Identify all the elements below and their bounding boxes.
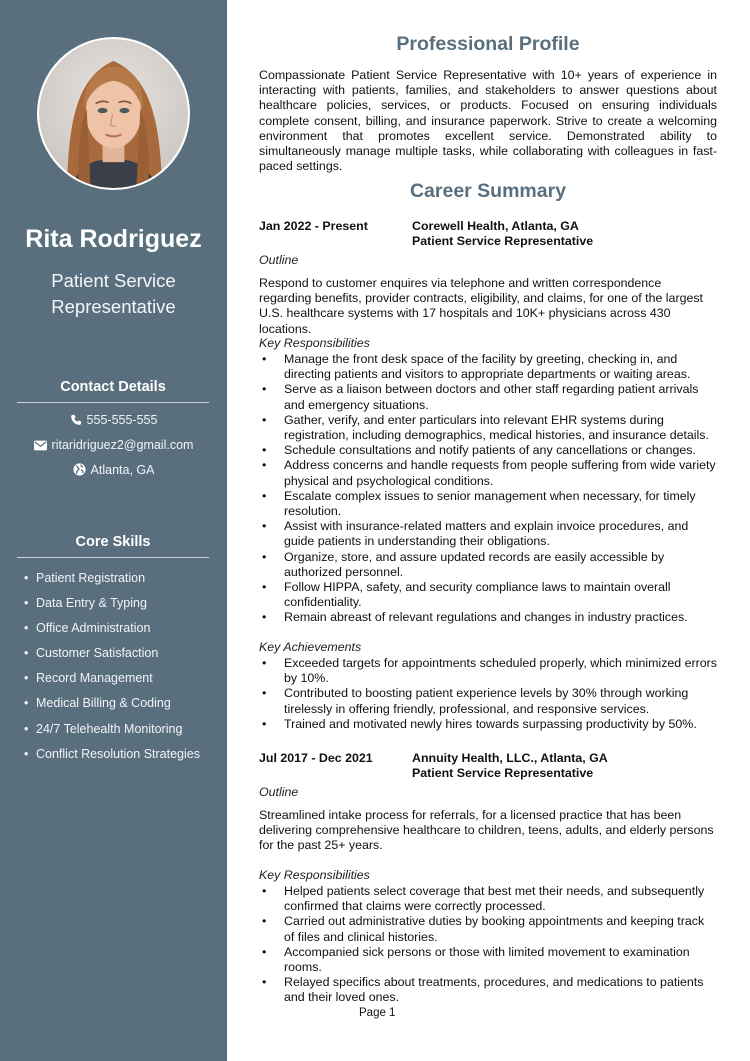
skill-item: • Record Management xyxy=(24,666,200,691)
list-item: • Escalate complex issues to senior management when necessary, for timely resolution. xyxy=(259,489,717,519)
candidate-job-title: Patient Service Representative xyxy=(51,270,176,317)
list-item: • Trained and motivated newly hires towards surpassing productivity by 50%. xyxy=(259,717,717,732)
list-item: • Organize, store, and assure updated records are easily accessible by authorized personnel. xyxy=(259,550,717,580)
list-item: • Address concerns and handle requests from people suffering from wide variety physical and psychological conditions. xyxy=(259,458,717,488)
list-item: • Gather, verify, and enter particulars into relevant EHR systems during registration, including demographics, medical histories, and insurance details. xyxy=(259,413,717,443)
list-item: • Manage the front desk space of the facility by greeting, checking in, and directing patients and visitors to appropriate departments or waiting areas. xyxy=(259,352,717,382)
career-summary-heading: Career Summary xyxy=(409,180,567,202)
job-dates: Jan 2022 - Present xyxy=(259,219,368,233)
list-item: • Serve as a liaison between doctors and other staff regarding patient arrivals and emergency situations. xyxy=(259,382,717,412)
globe-icon xyxy=(73,463,86,476)
profile-photo-frame xyxy=(37,37,190,190)
list-item: • Exceeded targets for appointments scheduled properly, which minimized errors by 10%. xyxy=(259,656,717,686)
phone-number: 555-555-555 xyxy=(86,413,158,427)
skill-item: • Medical Billing & Coding xyxy=(24,691,200,716)
responsibilities-list xyxy=(259,352,717,626)
list-item: • Assist with insurance-related matters and explain invoice procedures, and guide patients in understanding their obligations. xyxy=(259,519,717,549)
candidate-name: Rita Rodriguez xyxy=(25,225,202,253)
job-role: Patient Service Representative xyxy=(412,766,594,780)
core-skills-list xyxy=(24,566,200,767)
location-text: Atlanta, GA xyxy=(90,463,155,477)
skill-item: • 24/7 Telehealth Monitoring xyxy=(24,717,200,742)
skill-item: • Conflict Resolution Strategies xyxy=(24,742,200,767)
professional-profile-text: Compassionate Patient Service Representative with 10+ years of experience in interacting with patients, families, and stakeholders to answer questions about healthcare policies, services, or products. Focused on ensuring individuals complete consent, billing, and insurance paperwork. Strive to create a welcoming environment that promotes excellent service. Demonstrated ability to simultaneously manage multiple tasks, while collaborating with colleagues in fast-paced settings. xyxy=(259,68,717,174)
contact-location xyxy=(0,461,227,479)
achievements-list xyxy=(259,656,717,732)
list-item: • Remain abreast of relevant regulations and changes in industry practices. xyxy=(259,610,717,625)
outline-label: Outline xyxy=(259,785,299,799)
professional-profile-heading: Professional Profile xyxy=(396,33,580,55)
job-outline: Streamlined intake process for referrals, for a licensed practice that has been delivering comprehensive healthcare to children, teens, adults, and elderly persons for the past 25+ years. xyxy=(259,808,714,853)
contact-phone xyxy=(0,411,227,429)
responsibilities-list xyxy=(259,884,717,1006)
skill-item: • Patient Registration xyxy=(24,566,200,591)
contact-details-heading: Contact Details xyxy=(17,377,209,403)
list-item: • Accompanied sick persons or those with limited movement to examination rooms. xyxy=(259,945,717,975)
list-item: • Schedule consultations and notify patients of any cancellations or changes. xyxy=(259,443,717,458)
job-role: Patient Service Representative xyxy=(412,234,594,248)
list-item: • Helped patients select coverage that best met their needs, and subsequently confirmed that claims were correctly processed. xyxy=(259,884,717,914)
list-item: • Follow HIPPA, safety, and security compliance laws to maintain overall confidentiality. xyxy=(259,580,717,610)
list-item: • Relayed specifics about treatments, procedures, and medications to patients and their loved ones. xyxy=(259,975,717,1005)
job-dates: Jul 2017 - Dec 2021 xyxy=(259,751,373,765)
contact-email xyxy=(0,436,227,454)
profile-photo xyxy=(39,39,188,188)
email-address: ritaridriguez2@gmail.com xyxy=(51,438,194,452)
job-company: Annuity Health, LLC., Atlanta, GA xyxy=(412,751,608,765)
key-achievements-label: Key Achievements xyxy=(259,640,362,654)
phone-icon xyxy=(70,414,82,426)
sidebar xyxy=(0,0,227,1061)
core-skills-heading: Core Skills xyxy=(17,532,209,558)
skill-item: • Customer Satisfaction xyxy=(24,641,200,666)
list-item: • Carried out administrative duties by booking appointments and keeping track of files and clinical histories. xyxy=(259,914,717,944)
skill-item: • Data Entry & Typing xyxy=(24,591,200,616)
envelope-icon xyxy=(34,440,47,451)
key-responsibilities-label: Key Responsibilities xyxy=(259,336,370,350)
key-responsibilities-label: Key Responsibilities xyxy=(259,868,370,882)
list-item: • Contributed to boosting patient experience levels by 30% through working tirelessly in offering friendly, professional, and responsive services. xyxy=(259,686,717,716)
job-company: Corewell Health, Atlanta, GA xyxy=(412,219,579,233)
job-outline: Respond to customer enquires via telephone and written correspondence regarding benefits, provider contracts, eligibility, and claims, for one of the largest U.S. healthcare systems with 17 hospitals and 10K+ physicians across 430 locations. xyxy=(259,276,703,336)
page-number: Page 1 xyxy=(359,1007,396,1019)
skill-item: • Office Administration xyxy=(24,616,200,641)
outline-label: Outline xyxy=(259,253,299,267)
